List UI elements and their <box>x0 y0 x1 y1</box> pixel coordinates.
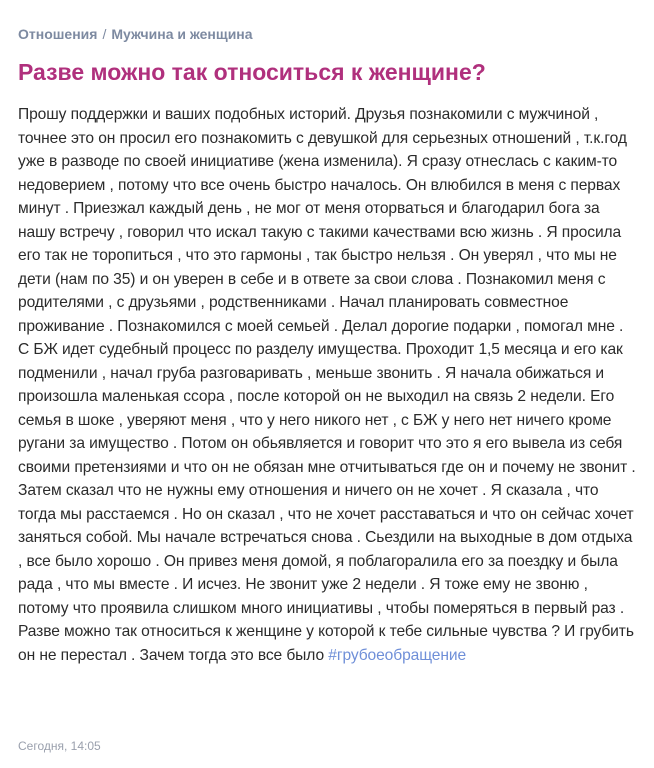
breadcrumb <box>18 25 253 43</box>
post-body-text: Прошу поддержки и ваших подобных историй. Друзья познакомили с мужчиной , точнее это он просил его познакомить с девушкой для серьезных отношений , т.к.год уже в разводе по своей инициативе (жена изменила). Я сразу отнеслась с каким-то недоверием , потому что все очень быстро началось. Он влюбился в меня с первах минут . Приезжал каждый день , не мог от меня оторваться и благодарил бога за нашу встречу , говорил что искал такую с такими качествами всю жизнь . Я просила его так не торопиться , что это гармоны , так быстро нельзя . Он уверял , что мы не дети (нам по 35) и он уверен в себе и в ответе за свои слова . Познакомил меня с родителями , с друзьями , родственниками . Начал планировать совместное проживание . Познакомился с моей семьей . Делал дорогие подарки , помогал мне . С БЖ идет судебный процесс по разделу имущества. Проходит 1,5 месяца и его как подменили , начал груба разговаривать , меньше звонить . Я начала обижаться и произошла маленькая ссора , после которой он не выходил на связь 2 недели. Его семья в шоке , уверяют меня , что у него никого нет , с БЖ у него нет ничего кроме ругани за имущество . Потом он обьявляется и говорит что это я его вывела из себя своими претензиями и что он не обязан мне отчитываться где он и почему не звонит . Затем сказал что не нужны ему отношения и ничего он не хочет . Я сказала , что тогда мы расстаемся . Но он сказал , что не хочет расставаться и что он сейчас хочет заняться собой. Мы начале встречаться снова . Сьездили на выходные в дом отдыха , все было хорошо . Он привез меня домой, я поблагоралила его за поездку и была рада , что мы вместе . И исчез. Не звонит уже 2 недели . Я тоже ему не звоню , потому что проявила слишком много инициативы , чтобы померяться в первый раз . Разве можно так относиться к женщине у которой к тебе сильные чувства ? И грубить он не перестал . Зачем тогда это все было <box>18 106 636 664</box>
breadcrumb-category-link[interactable]: Отношения <box>18 26 98 42</box>
hashtag-link[interactable]: #грубоеобращение <box>328 646 467 664</box>
breadcrumb-subcategory-link[interactable]: Мужчина и женщина <box>111 26 253 42</box>
post-body <box>18 103 638 667</box>
post-timestamp: Сегодня, 14:05 <box>18 739 101 753</box>
post-title: Разве можно так относиться к женщине? <box>18 59 486 85</box>
breadcrumb-separator: / <box>102 26 107 42</box>
